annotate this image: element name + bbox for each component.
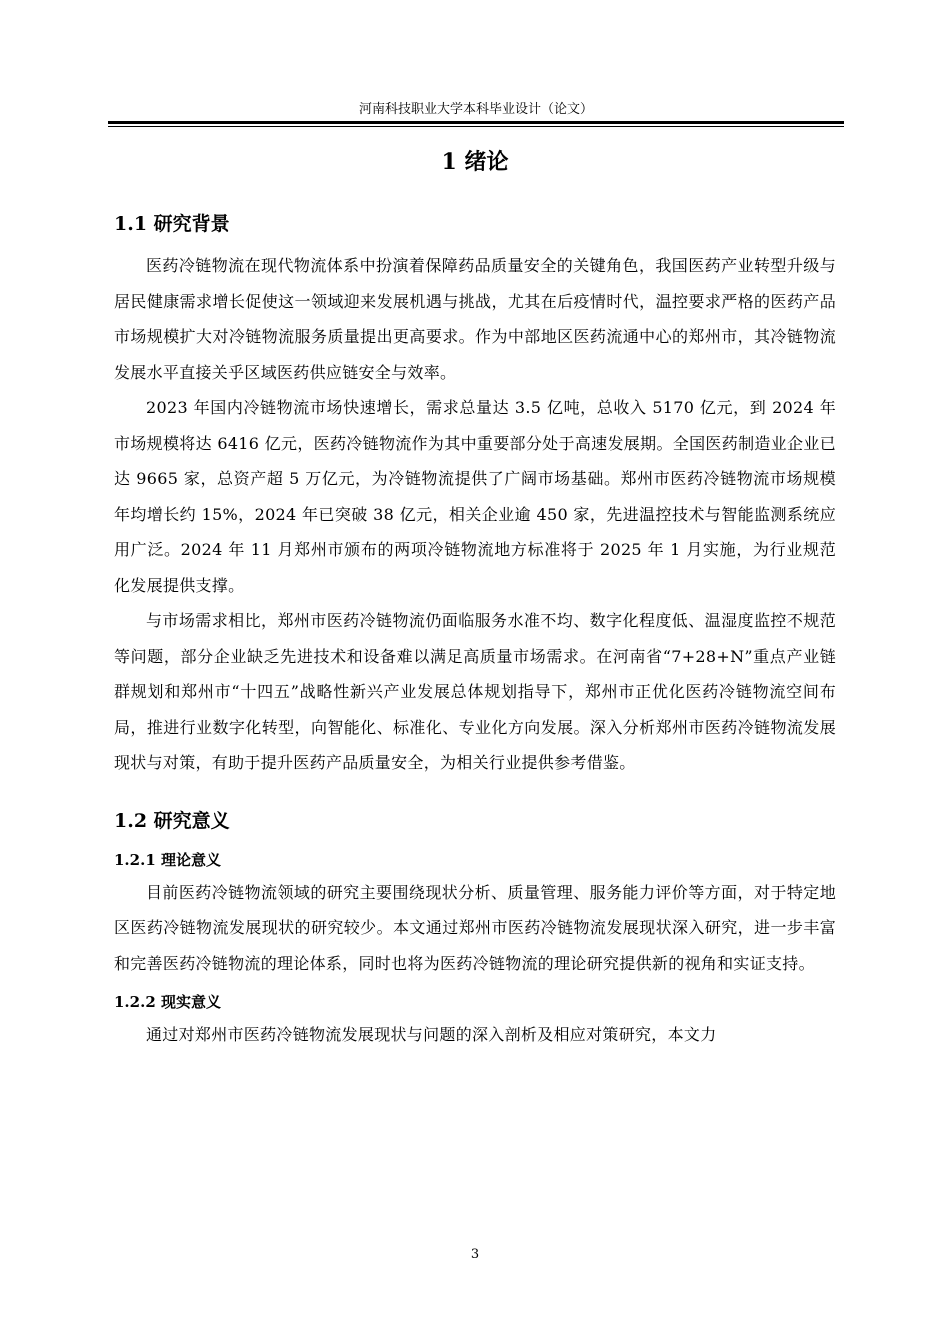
chapter-title: 1 绪论 bbox=[441, 149, 509, 175]
paragraph-background-3: 与市场需求相比，郑州市医药冷链物流仍面临服务水准不均、数字化程度低、温湿度监控不规范等问题，部分企业缺乏先进技术和设备难以满足高质量市场需求。在河南省“7+28+N”重点产业链群规划和郑州市“十四五”战略性新兴产业发展总体规划指导下，郑州市正优化医药冷链物流空间布局，推进行业数字化转型，向智能化、标准化、专业化方向发展。深入分析郑州市医药冷链物流发展现状与对策，有助于提升医药产品质量安全，为相关行业提供参考借鉴。 bbox=[114, 611, 836, 772]
paragraph-background-2: 2023 年国内冷链物流市场快速增长，需求总量达 3.5 亿吨，总收入 5170 亿元，到 2024 年市场规模将达 6416 亿元，医药冷链物流作为其中重要部分处于高速发展期。全国医药制造业企业已达 9665 家，总资产超 5 万亿元，为冷链物流提供了广阔市场基础。郑州市医药冷链物流市场规模年均增长约 15%，2024 年已突破 38 亿元，相关企业逾 450 家，先进温控技术与智能监测系统应用广泛。2024 年 11 月郑州市颁布的两项冷链物流地方标准将于 2025 年 1 月实施，为行业规范化发展提供支撑。 bbox=[114, 398, 836, 595]
header-rule-thin bbox=[108, 126, 844, 127]
subsection-title-1-2-2: 1.2.2 现实意义 bbox=[114, 993, 221, 1011]
page-body bbox=[114, 140, 836, 1053]
section-title-1-2: 1.2 研究意义 bbox=[114, 809, 230, 832]
paragraph-practical-significance: 通过对郑州市医药冷链物流发展现状与问题的深入剖析及相应对策研究，本文力 bbox=[146, 1025, 717, 1044]
page-number: 3 bbox=[470, 1247, 480, 1262]
section-title-1-1: 1.1 研究背景 bbox=[114, 213, 230, 235]
running-header: 河南科技职业大学本科毕业设计（论文） bbox=[358, 102, 593, 117]
subsection-title-1-2-1: 1.2.1 理论意义 bbox=[114, 850, 221, 869]
paragraph-theoretical-significance: 目前医药冷链物流领域的研究主要围绕现状分析、质量管理、服务能力评价等方面，对于特定地区医药冷链物流发展现状的研究较少。本文通过郑州市医药冷链物流发展现状深入研究，进一步丰富和完善医药冷链物流的理论体系，同时也将为医药冷链物流的理论研究提供新的视角和实证支持。 bbox=[114, 882, 836, 973]
header-rule-thick bbox=[108, 121, 844, 124]
paragraph-background-1: 医药冷链物流在现代物流体系中扮演着保障药品质量安全的关键角色，我国医药产业转型升级与居民健康需求增长促使这一领域迎来发展机遇与挑战，尤其在后疫情时代，温控要求严格的医药产品市场规模扩大对冷链物流服务质量提出更高要求。作为中部地区医药流通中心的郑州市，其冷链物流发展水平直接关乎区域医药供应链安全与效率。 bbox=[114, 256, 836, 382]
